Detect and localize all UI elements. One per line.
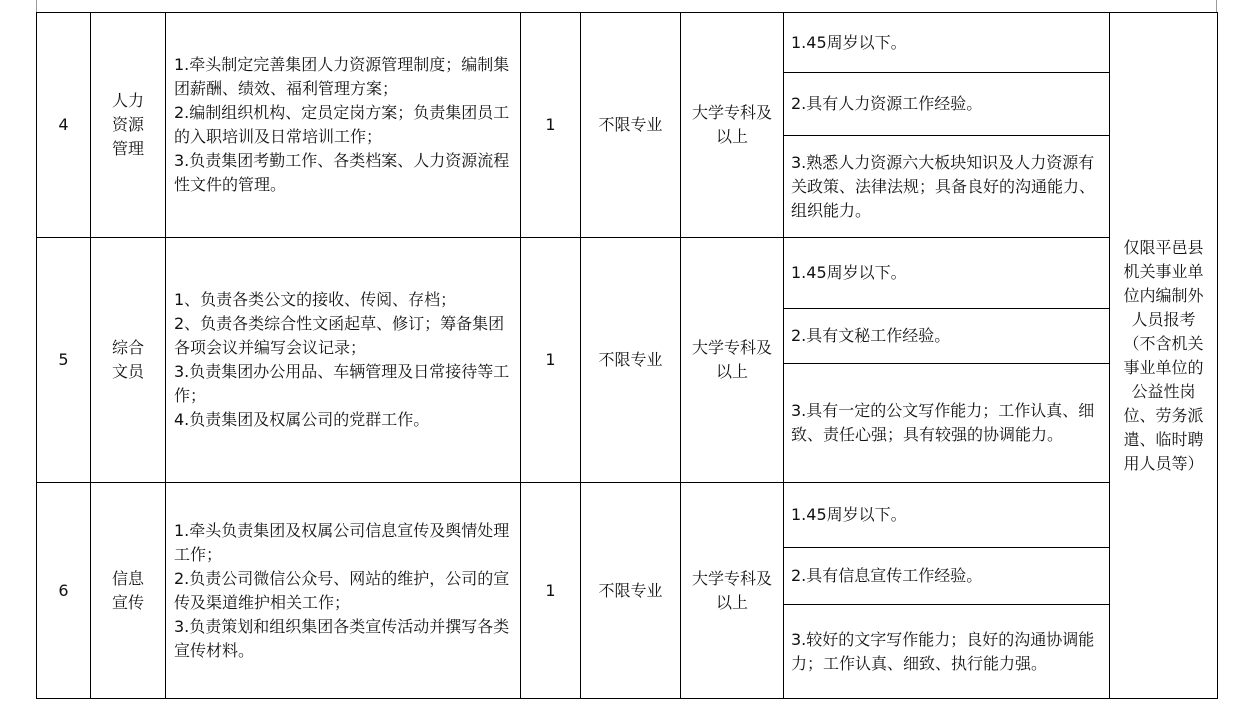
position-duties: [166, 13, 521, 238]
application-note: 仅限平邑县机关事业单位内编制外人员报考（不含机关事业单位的公益性岗位、劳务派遣、临时聘用人员等）: [1110, 13, 1218, 699]
recruitment-table: [36, 12, 1218, 699]
position-count: 1: [521, 13, 581, 238]
duty-item: 2、负责各类综合性文函起草、修订；筹备集团各项会议并编写会议记录；: [174, 314, 505, 357]
table-row: [37, 13, 1218, 73]
position-education: 大学专科及以上: [681, 483, 784, 699]
position-major: 不限专业: [581, 238, 681, 483]
position-education: 大学专科及以上: [681, 238, 784, 483]
duty-item: 1、负责各类公文的接收、传阅、存档；: [174, 290, 457, 309]
table-row: [37, 483, 1218, 548]
requirement-item: 2.具有人力资源工作经验。: [784, 73, 1110, 136]
requirement-item: 1.45周岁以下。: [784, 238, 1110, 309]
requirement-item: 2.具有信息宣传工作经验。: [784, 548, 1110, 605]
position-number: 4: [37, 13, 91, 238]
position-major: 不限专业: [581, 13, 681, 238]
requirement-item: 3.具有一定的公文写作能力；工作认真、细致、责任心强；具有较强的协调能力。: [784, 364, 1110, 483]
duty-item: 4.负责集团及权属公司的党群工作。: [174, 410, 430, 429]
position-number: 6: [37, 483, 91, 699]
position-duties: [166, 238, 521, 483]
position-title: 信息宣传: [91, 483, 166, 699]
position-major: 不限专业: [581, 483, 681, 699]
duty-item: 2.编制组织机构、定员定岗方案；负责集团员工的入职培训及日常培训工作；: [174, 103, 510, 146]
requirement-item: 3.熟悉人力资源六大板块知识及人力资源有关政策、法律法规；具备良好的沟通能力、组织能力。: [784, 136, 1110, 238]
duty-item: 3.负责集团办公用品、车辆管理及日常接待等工作；: [174, 362, 510, 405]
requirement-item: 1.45周岁以下。: [784, 13, 1110, 73]
position-count: 1: [521, 238, 581, 483]
duty-item: 3.负责策划和组织集团各类宣传活动并撰写各类宣传材料。: [174, 616, 510, 660]
page-margin-mark-right: [1216, 0, 1217, 12]
position-education: 大学专科及以上: [681, 13, 784, 238]
requirement-item: 2.具有文秘工作经验。: [784, 309, 1110, 364]
page-margin-mark-left: [36, 0, 37, 12]
duty-item: 1.牵头负责集团及权属公司信息宣传及舆情处理工作；: [174, 520, 510, 564]
duty-item: 1.牵头制定完善集团人力资源管理制度；编制集团薪酬、绩效、福利管理方案；: [174, 55, 510, 98]
position-title: 人力资源管理: [91, 13, 166, 238]
duty-item: 3.负责集团考勤工作、各类档案、人力资源流程性文件的管理。: [174, 151, 510, 194]
position-count: 1: [521, 483, 581, 699]
position-duties: [166, 483, 521, 699]
requirement-item: 1.45周岁以下。: [784, 483, 1110, 548]
position-title: 综合文员: [91, 238, 166, 483]
position-number: 5: [37, 238, 91, 483]
duty-item: 2.负责公司微信公众号、网站的维护，公司的宣传及渠道维护相关工作；: [174, 568, 510, 612]
requirement-item: 3.较好的文字写作能力；良好的沟通协调能力；工作认真、细致、执行能力强。: [784, 605, 1110, 699]
table-row: [37, 238, 1218, 309]
